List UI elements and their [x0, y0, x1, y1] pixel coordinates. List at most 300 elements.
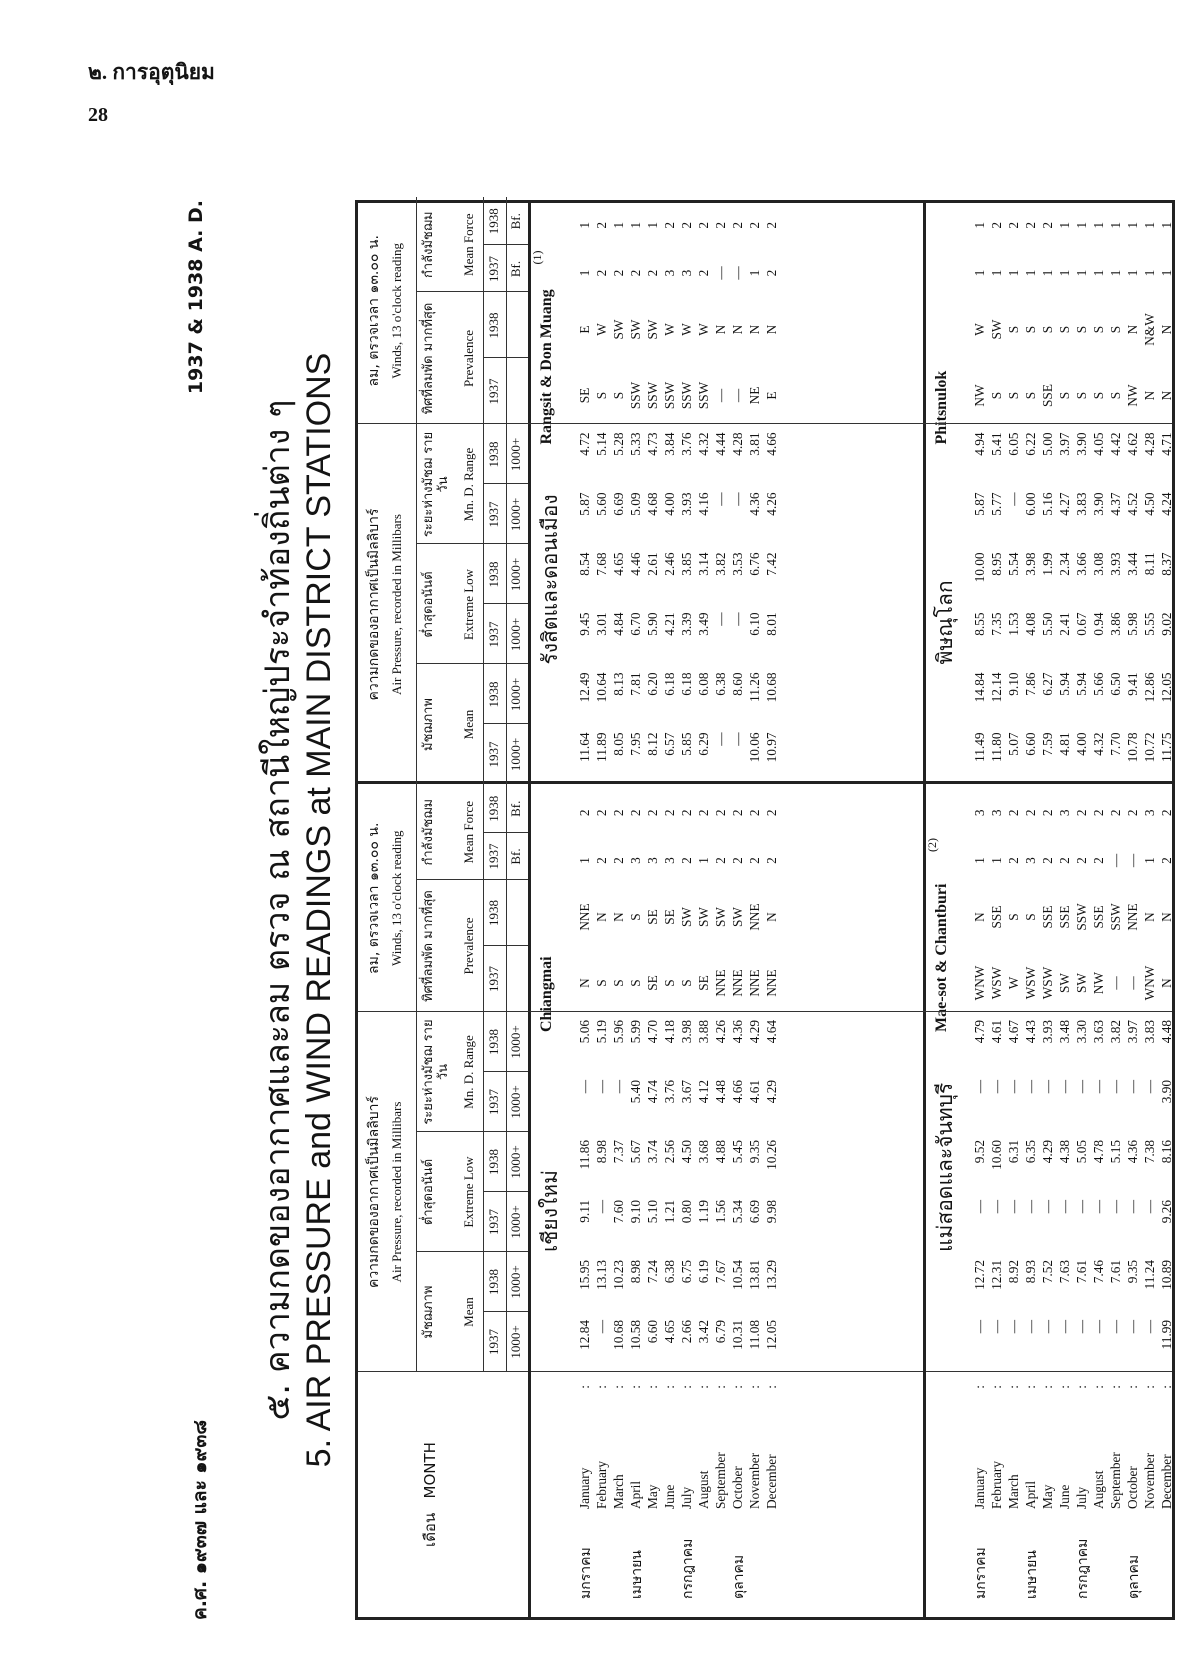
data-cell: 9.26: [1159, 1200, 1174, 1224]
data-cell: —: [1074, 1080, 1089, 1094]
data-cell: 1: [645, 221, 660, 229]
data-cell: 12.86: [1142, 672, 1157, 703]
data-cell: 5.34: [730, 1200, 745, 1224]
year-header: 1937: [486, 1089, 501, 1115]
data-cell: SSE: [1091, 905, 1106, 929]
thai-month-name: เมษายน: [629, 1550, 645, 1599]
data-cell: 7.52: [1040, 1260, 1055, 1284]
pressure-base-label: 1000+: [508, 1265, 523, 1299]
data-cell: 3: [628, 857, 643, 864]
data-cell: —: [730, 732, 745, 746]
data-cell: 12.05: [764, 1320, 779, 1350]
data-cell: WNW: [972, 965, 987, 1001]
month-name: April: [1023, 1480, 1038, 1509]
data-cell: 1: [747, 269, 762, 277]
data-cell: 3.93: [1108, 552, 1123, 576]
data-cell: S: [611, 979, 626, 987]
data-cell: 3.74: [645, 1140, 660, 1164]
rule-line: [416, 664, 528, 665]
data-cell: 4.28: [1142, 432, 1157, 456]
data-cell: 1: [972, 269, 987, 277]
data-cell: 3: [989, 809, 1004, 817]
table-row: [576, 197, 593, 1617]
mean-header-english: Mean: [461, 709, 476, 740]
data-cell: WSW: [1040, 966, 1055, 1000]
data-cell: 5.90: [645, 612, 660, 636]
year-header: 1938: [486, 1149, 501, 1175]
data-cell: 2: [1108, 809, 1123, 817]
data-cell: 2: [594, 269, 609, 277]
data-cell: 2: [594, 221, 609, 229]
data-cell: 2: [662, 809, 677, 817]
data-cell: S: [1023, 391, 1038, 400]
data-cell: 2: [679, 221, 694, 229]
data-cell: —: [1074, 1200, 1089, 1214]
month-name: June: [1057, 1484, 1072, 1509]
data-cell: SW: [1074, 973, 1089, 993]
data-cell: 5.14: [594, 432, 609, 456]
data-cell: 3.66: [1074, 552, 1089, 576]
data-cell: 2.34: [1057, 552, 1072, 576]
table-row: [1124, 197, 1141, 1617]
data-cell: S: [1108, 391, 1123, 400]
data-cell: 2.41: [1057, 612, 1072, 636]
table-row: [1005, 197, 1022, 1617]
rule-line: [416, 785, 417, 1373]
data-cell: 5.99: [628, 1020, 643, 1044]
data-cell: 4.26: [764, 492, 779, 516]
prevalence-header-thai: ทิศที่ลมพัด มากที่สุด: [421, 890, 436, 1002]
data-cell: 2: [679, 857, 694, 864]
data-cell: —: [713, 266, 728, 280]
data-cell: 4.43: [1023, 1020, 1038, 1044]
data-cell: 9.45: [577, 612, 592, 636]
data-cell: 1: [1057, 221, 1072, 229]
month-name: February: [989, 1461, 1004, 1509]
section-header: ๒. การอุตุนิยม: [88, 60, 215, 84]
table-row: [610, 197, 627, 1617]
data-cell: 3.01: [594, 612, 609, 636]
data-cell: 3.97: [1057, 432, 1072, 456]
data-cell: 7.60: [611, 1200, 626, 1224]
data-cell: —: [730, 492, 745, 506]
pressure-base-label: 1000+: [508, 1325, 523, 1359]
data-cell: 2: [679, 809, 694, 817]
data-cell: SW: [713, 907, 728, 927]
data-cell: 3.14: [696, 552, 711, 576]
data-cell: 3.42: [696, 1320, 711, 1344]
data-cell: 1: [611, 221, 626, 229]
data-cell: 5.60: [594, 492, 609, 516]
year-header: 1937: [486, 843, 501, 870]
data-cell: 2: [764, 809, 779, 817]
pressure-base-label: 1000+: [508, 737, 523, 772]
data-cell: 2: [1040, 221, 1055, 229]
thai-month-name: ตุลาคม: [731, 1554, 747, 1599]
data-cell: NNE: [747, 903, 762, 931]
month-name: August: [1091, 1470, 1106, 1509]
rule-line: [416, 292, 528, 293]
data-cell: 7.68: [594, 552, 609, 576]
data-cell: 14.84: [972, 672, 987, 703]
data-cell: 2: [1006, 857, 1021, 864]
data-cell: 5.10: [645, 1200, 660, 1224]
data-cell: 6.60: [1023, 732, 1038, 756]
data-cell: 11.86: [577, 1140, 592, 1170]
data-cell: N: [577, 978, 592, 988]
data-cell: 1.19: [696, 1200, 711, 1224]
data-cell: —: [1040, 1320, 1055, 1334]
data-cell: 7.38: [1142, 1140, 1157, 1164]
data-cell: 3.90: [1091, 492, 1106, 516]
month-name: August: [696, 1470, 711, 1509]
data-cell: 2: [662, 221, 677, 229]
year-header: 1937: [486, 501, 501, 528]
data-cell: 3: [662, 269, 677, 277]
data-cell: 10.68: [764, 672, 779, 703]
data-cell: 1: [1091, 269, 1106, 277]
data-cell: 2: [730, 857, 745, 864]
data-cell: 11.08: [747, 1320, 762, 1350]
data-cell: 7.42: [764, 552, 779, 576]
leader-dots: :: [1091, 1385, 1106, 1389]
data-cell: 12.31: [989, 1260, 1004, 1290]
thai-month-name: กรกฎาคม: [680, 1538, 696, 1599]
data-cell: SSW: [696, 381, 711, 410]
data-cell: 4.84: [611, 612, 626, 636]
data-cell: —: [1057, 1080, 1072, 1094]
data-cell: 3.90: [1074, 432, 1089, 456]
data-cell: 8.98: [594, 1140, 609, 1164]
data-cell: 0.94: [1091, 612, 1106, 636]
data-cell: 2.56: [662, 1140, 677, 1164]
pressure-base-label: 1000+: [508, 1145, 523, 1179]
data-cell: 4.65: [611, 552, 626, 576]
data-cell: NW: [1091, 971, 1106, 995]
month-name: September: [1108, 1452, 1123, 1509]
era-label: ค.ศ. ๑๙๓๗ และ ๑๙๓๘: [189, 1419, 211, 1620]
data-cell: 5.41: [989, 432, 1004, 456]
data-cell: 10.78: [1125, 732, 1140, 763]
data-cell: SW: [611, 319, 626, 340]
data-cell: 2: [730, 809, 745, 817]
data-cell: —: [1125, 1320, 1140, 1334]
data-cell: S: [628, 979, 643, 987]
data-cell: 5.96: [611, 1020, 626, 1044]
data-cell: SW: [679, 907, 694, 927]
table-row: [729, 197, 746, 1617]
data-cell: 4.78: [1091, 1140, 1106, 1164]
data-cell: —: [989, 1320, 1004, 1334]
leader-dots: :: [696, 1385, 711, 1389]
data-cell: 4.36: [1125, 1140, 1140, 1164]
data-cell: 2: [628, 809, 643, 817]
data-cell: 5.55: [1142, 612, 1157, 636]
data-cell: 0.80: [679, 1200, 694, 1224]
data-cell: S: [989, 391, 1004, 400]
winds-header-thai: ลม, ตรวจเวลา ๑๓.๐๐ น.: [366, 235, 382, 387]
data-cell: S: [1006, 913, 1021, 921]
table-row: [971, 197, 988, 1617]
data-cell: 1: [989, 857, 1004, 864]
month-name: June: [662, 1484, 677, 1509]
data-cell: 3.76: [662, 1080, 677, 1104]
station-name-thai: พิษณุโลก: [933, 580, 957, 665]
data-cell: 6.08: [696, 672, 711, 696]
data-cell: 4.24: [1159, 492, 1174, 516]
extreme-low-header-english: Extreme Low: [461, 1156, 476, 1228]
year-header: 1937: [486, 1329, 501, 1355]
table-row: [593, 197, 610, 1617]
data-cell: 4.66: [730, 1080, 745, 1104]
data-cell: 4.48: [713, 1080, 728, 1104]
data-cell: S: [594, 979, 609, 987]
data-cell: —: [1057, 1320, 1072, 1334]
year-header: 1938: [486, 561, 501, 588]
data-cell: 2: [1125, 809, 1140, 817]
data-cell: —: [1006, 1320, 1021, 1334]
data-cell: —: [730, 612, 745, 626]
data-cell: N: [972, 912, 987, 922]
table-row: [1022, 197, 1039, 1617]
data-cell: 2: [645, 269, 660, 277]
winds-header-english: Winds, 13 o'clock reading: [389, 830, 404, 966]
data-cell: 3.08: [1091, 552, 1106, 576]
data-cell: 9.10: [1006, 672, 1021, 696]
table-row: [627, 197, 644, 1617]
data-cell: 4.72: [577, 432, 592, 456]
data-cell: 2: [1006, 809, 1021, 817]
table-row: [1090, 197, 1107, 1617]
data-cell: 10.68: [611, 1320, 626, 1350]
beaufort-label: Bf.: [508, 213, 523, 230]
data-cell: 8.60: [730, 672, 745, 696]
data-cell: 2: [747, 221, 762, 229]
data-cell: W: [662, 323, 677, 336]
rule-line: [358, 1011, 1172, 1012]
data-cell: S: [1023, 913, 1038, 921]
table-row: [695, 197, 712, 1617]
data-cell: 5.87: [577, 492, 592, 516]
data-cell: 9.52: [972, 1140, 987, 1164]
data-cell: 5.16: [1040, 492, 1055, 516]
data-cell: 6.79: [713, 1320, 728, 1344]
data-cell: 6.57: [662, 732, 677, 756]
data-cell: —: [713, 732, 728, 746]
data-cell: 10.00: [972, 552, 987, 583]
data-cell: 7.86: [1023, 672, 1038, 696]
data-cell: 6.76: [747, 552, 762, 576]
table-row: [644, 197, 661, 1617]
data-cell: —: [611, 1080, 626, 1094]
data-cell: 8.13: [611, 672, 626, 696]
data-cell: 6.69: [611, 492, 626, 516]
data-cell: 3.98: [1023, 552, 1038, 576]
data-cell: 4.65: [662, 1320, 677, 1344]
data-cell: 10.06: [747, 732, 762, 763]
data-cell: 2: [764, 221, 779, 229]
data-cell: 3: [1057, 809, 1072, 817]
leader-dots: :: [713, 1385, 728, 1389]
data-cell: 2: [594, 857, 609, 864]
table-row: [763, 197, 780, 1617]
data-cell: —: [1091, 1080, 1106, 1094]
data-cell: 3.82: [1108, 1020, 1123, 1044]
table-row: [1107, 197, 1124, 1617]
data-cell: 1: [1159, 221, 1174, 229]
station-name-english: Chiangmai: [538, 956, 555, 1032]
data-cell: SSE: [989, 905, 1004, 929]
year-header: 1937: [486, 256, 501, 282]
data-cell: 10.26: [764, 1140, 779, 1170]
data-cell: 12.05: [1159, 672, 1174, 703]
data-cell: 5.94: [1057, 672, 1072, 696]
data-cell: 4.29: [747, 1020, 762, 1044]
daily-range-header-english: Mn. D. Range: [461, 1035, 476, 1109]
leader-dots: :: [662, 1385, 677, 1389]
extreme-low-header-thai: ต่ำสุดอนันต์: [421, 571, 436, 638]
data-cell: 4.38: [1057, 1140, 1072, 1164]
data-cell: S: [1057, 391, 1072, 400]
year-header: 1938: [486, 795, 501, 822]
data-cell: 3.83: [1074, 492, 1089, 516]
prevalence-header-english: Prevalence: [461, 917, 476, 975]
data-cell: NNE: [747, 969, 762, 997]
pressure-base-label: 1000+: [508, 677, 523, 712]
data-cell: 8.11: [1142, 552, 1157, 576]
data-cell: 7.61: [1108, 1260, 1123, 1284]
leader-dots: :: [1159, 1385, 1174, 1389]
thai-month-name: ตุลาคม: [1126, 1554, 1142, 1599]
table-row: [1141, 197, 1158, 1617]
year-header: 1938: [486, 1269, 501, 1295]
data-cell: 7.81: [628, 672, 643, 696]
year-header: 1937: [486, 741, 501, 768]
pressure-base-label: 1000+: [508, 1085, 523, 1119]
prevalence-header-thai: ทิศที่ลมพัด มากที่สุด: [421, 302, 436, 415]
data-cell: 9.35: [1125, 1260, 1140, 1284]
data-cell: —: [1091, 1200, 1106, 1214]
data-cell: 9.35: [747, 1140, 762, 1164]
data-cell: SSW: [679, 381, 694, 410]
data-cell: 9.10: [628, 1200, 643, 1224]
data-cell: 11.49: [972, 732, 987, 762]
data-cell: SSW: [1108, 903, 1123, 931]
data-cell: 3: [662, 857, 677, 864]
data-cell: —: [972, 1320, 987, 1334]
data-cell: 1: [1159, 269, 1174, 277]
data-cell: 11.89: [594, 732, 609, 762]
data-cell: 9.02: [1159, 612, 1174, 636]
rule-line: [416, 1131, 528, 1132]
data-cell: SSW: [1074, 903, 1089, 931]
pressure-base-label: 1000+: [508, 617, 523, 652]
data-cell: S: [611, 391, 626, 400]
data-cell: 10.64: [594, 672, 609, 703]
data-cell: 1: [628, 221, 643, 229]
table-row: [1056, 197, 1073, 1617]
data-cell: 2.66: [679, 1320, 694, 1344]
data-cell: 3.44: [1125, 552, 1140, 576]
data-cell: 10.72: [1142, 732, 1157, 763]
data-cell: 5.85: [679, 732, 694, 756]
data-cell: 1.99: [1040, 552, 1055, 576]
station-footnote: (1): [530, 250, 544, 265]
data-cell: NNE: [577, 903, 592, 931]
data-cell: S: [679, 979, 694, 987]
data-cell: —: [1142, 1320, 1157, 1334]
pressure-base-label: 1000+: [508, 437, 523, 472]
data-cell: —: [1040, 1080, 1055, 1094]
data-cell: 3.83: [1142, 1020, 1157, 1044]
data-cell: —: [1023, 1320, 1038, 1334]
data-cell: —: [594, 1320, 609, 1334]
data-cell: N: [611, 912, 626, 922]
data-cell: WNW: [1142, 965, 1157, 1001]
rule-line: [416, 879, 528, 880]
data-cell: S: [1091, 325, 1106, 334]
data-cell: —: [730, 266, 745, 280]
month-header-english: MONTH: [421, 1442, 439, 1499]
data-cell: 4.67: [1006, 1020, 1021, 1044]
data-cell: 1.53: [1006, 612, 1021, 636]
data-cell: 1: [972, 857, 987, 864]
data-cell: N: [747, 324, 762, 335]
data-cell: 4.36: [747, 492, 762, 516]
data-cell: NNE: [730, 969, 745, 997]
data-cell: 3: [1142, 809, 1157, 817]
data-cell: —: [713, 612, 728, 626]
data-cell: 2: [696, 221, 711, 229]
data-cell: 6.75: [679, 1260, 694, 1284]
data-cell: 2: [764, 269, 779, 277]
station-name-thai: แม่สอดและจันทบุรี: [933, 1082, 957, 1252]
data-cell: SW: [645, 319, 660, 340]
data-cell: —: [713, 388, 728, 403]
leader-dots: :: [764, 1385, 779, 1389]
rule-line: [483, 197, 484, 785]
rule-line: [358, 424, 1172, 425]
data-cell: —: [1108, 853, 1123, 868]
data-cell: W: [972, 323, 987, 336]
data-cell: N: [1159, 324, 1174, 335]
data-cell: 8.01: [764, 612, 779, 636]
data-cell: 5.15: [1108, 1140, 1123, 1164]
data-cell: 8.37: [1159, 552, 1174, 576]
month-name: May: [645, 1484, 660, 1509]
data-cell: 4.66: [764, 432, 779, 456]
data-cell: —: [1091, 1320, 1106, 1334]
data-cell: 12.84: [577, 1320, 592, 1350]
data-cell: 5.07: [1006, 732, 1021, 756]
data-cell: 3.63: [1091, 1020, 1106, 1044]
page-number: 28: [88, 104, 108, 126]
leader-dots: :: [1057, 1385, 1072, 1389]
mean-force-header-english: Mean Force: [461, 213, 476, 276]
data-cell: 4.29: [764, 1080, 779, 1104]
data-cell: 1: [696, 857, 711, 864]
data-cell: —: [972, 1080, 987, 1094]
mean-force-header-english: Mean Force: [461, 801, 476, 864]
year-header: 1938: [486, 312, 501, 339]
daily-range-header-english: Mn. D. Range: [461, 447, 476, 522]
month-name: September: [713, 1452, 728, 1509]
data-cell: WSW: [989, 966, 1004, 1000]
data-cell: 1: [1074, 221, 1089, 229]
data-cell: 7.37: [611, 1140, 626, 1164]
data-cell: 5.45: [730, 1140, 745, 1164]
data-cell: 13.29: [764, 1260, 779, 1290]
